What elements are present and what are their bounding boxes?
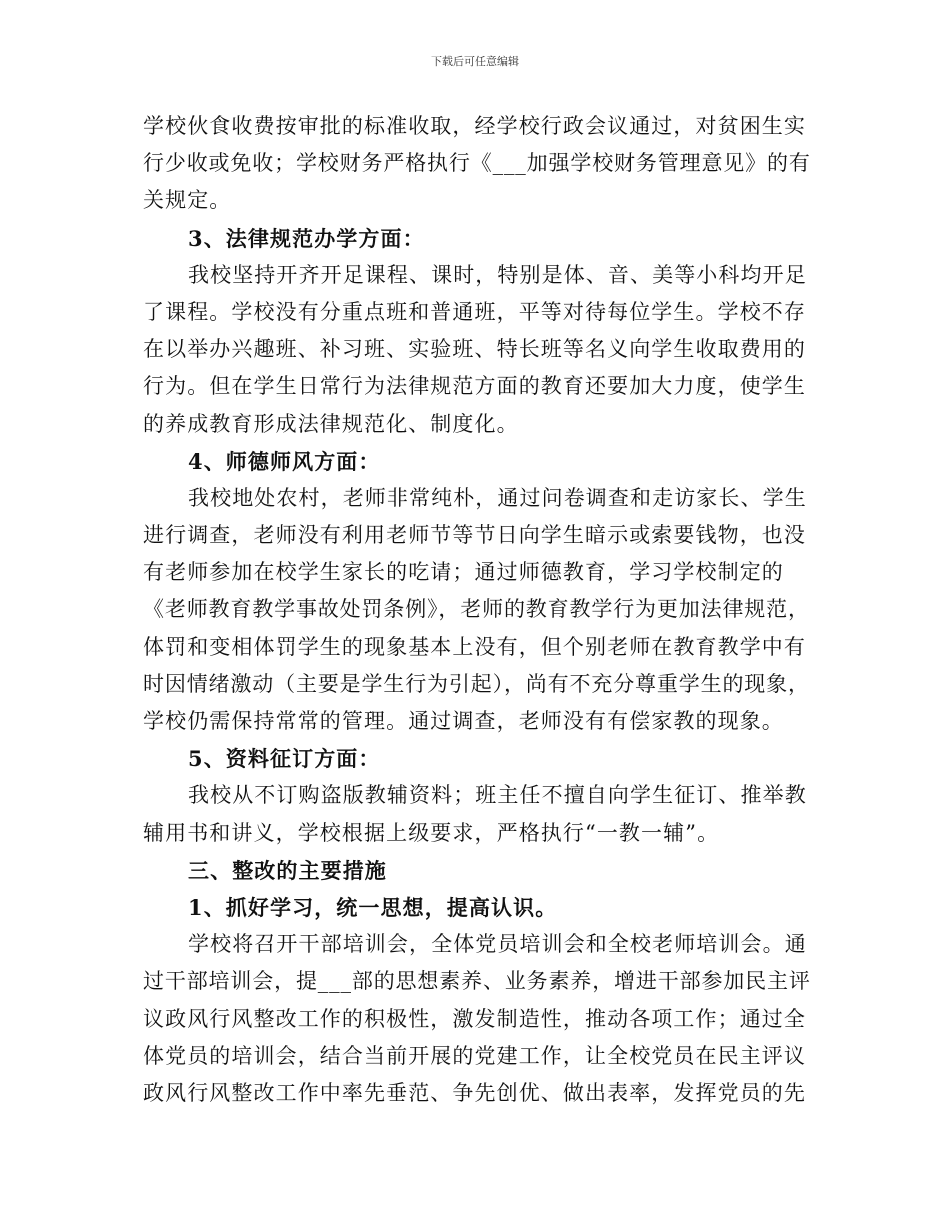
paragraph-line: 时因情绪激动（主要是学生行为引起），尚有不充分尊重学生的现象， bbox=[143, 671, 810, 696]
paragraph-line: 体党员的培训会，结合当前开展的党建工作，让全校党员在民主评议 bbox=[143, 1043, 806, 1068]
section-heading: 3、法律规范办学方面： bbox=[188, 225, 425, 251]
paragraph-line: 我校地处农村，老师非常纯朴，通过问卷调查和走访家长、学生 bbox=[188, 485, 807, 510]
paragraph-line: 行为。但在学生日常行为法律规范方面的教育还要加大力度，使学生 bbox=[143, 374, 806, 399]
page-header: 下载后可任意编辑 bbox=[431, 55, 519, 68]
paragraph-line: 行少收或免收；学校财务严格执行《___加强学校财务管理意见》的有 bbox=[143, 151, 811, 176]
paragraph-line: 辅用书和讲义，学校根据上级要求，严格执行“一教一辅”。 bbox=[143, 820, 720, 845]
paragraph-line: 议政风行风整改工作的积极性，激发制造性，推动各项工作；通过全 bbox=[143, 1006, 806, 1031]
section-heading: 1、抓好学习，统一思想，提高认识。 bbox=[188, 894, 558, 920]
paragraph-line: 有老师参加在校学生家长的吃请；通过师德教育，学习学校制定的 bbox=[143, 560, 784, 585]
paragraph-line: 在以举办兴趣班、补习班、实验班、特长班等名义向学生收取费用的 bbox=[143, 337, 806, 362]
section-heading: 5、资料征订方面： bbox=[188, 746, 381, 772]
paragraph-line: 进行调查，老师没有利用老师节等节日向学生暗示或索要钱物，也没 bbox=[143, 523, 806, 548]
paragraph-line: 我校坚持开齐开足课程、课时，特别是体、音、美等小科均开足 bbox=[188, 262, 807, 287]
paragraph-line: 《老师教育教学事故处罚条例》，老师的教育教学行为更加法律规范， bbox=[143, 597, 810, 622]
document-body bbox=[143, 108, 815, 1112]
paragraph-line: 学校仍需保持常常的管理。通过调查，老师没有有偿家教的现象。 bbox=[143, 709, 784, 733]
section-heading: 4、师德师风方面： bbox=[188, 448, 381, 474]
paragraph-line: 政风行风整改工作中率先垂范、争先创优、做出表率，发挥党员的先 bbox=[143, 1080, 806, 1105]
paragraph-line: 的养成教育形成法律规范化、制度化。 bbox=[143, 411, 519, 436]
section-heading: 三、整改的主要措施 bbox=[188, 857, 387, 883]
paragraph-line: 体罚和变相体罚学生的现象基本上没有，但个别老师在教育教学中有 bbox=[143, 634, 806, 659]
paragraph-line: 学校将召开干部培训会，全体党员培训会和全校老师培训会。通 bbox=[188, 932, 807, 957]
paragraph-line: 了课程。学校没有分重点班和普通班，平等对待每位学生。学校不存 bbox=[143, 299, 806, 324]
paragraph-line: 学校伙食收费按审批的标准收取，经学校行政会议通过，对贫困生实 bbox=[143, 114, 806, 138]
paragraph-line: 关规定。 bbox=[143, 188, 232, 213]
paragraph-line: 我校从不订购盗版教辅资料；班主任不擅自向学生征订、推举教 bbox=[188, 783, 807, 808]
paragraph-line: 过干部培训会，提___部的思想素养、业务素养，增进干部参加民主评 bbox=[143, 969, 811, 994]
